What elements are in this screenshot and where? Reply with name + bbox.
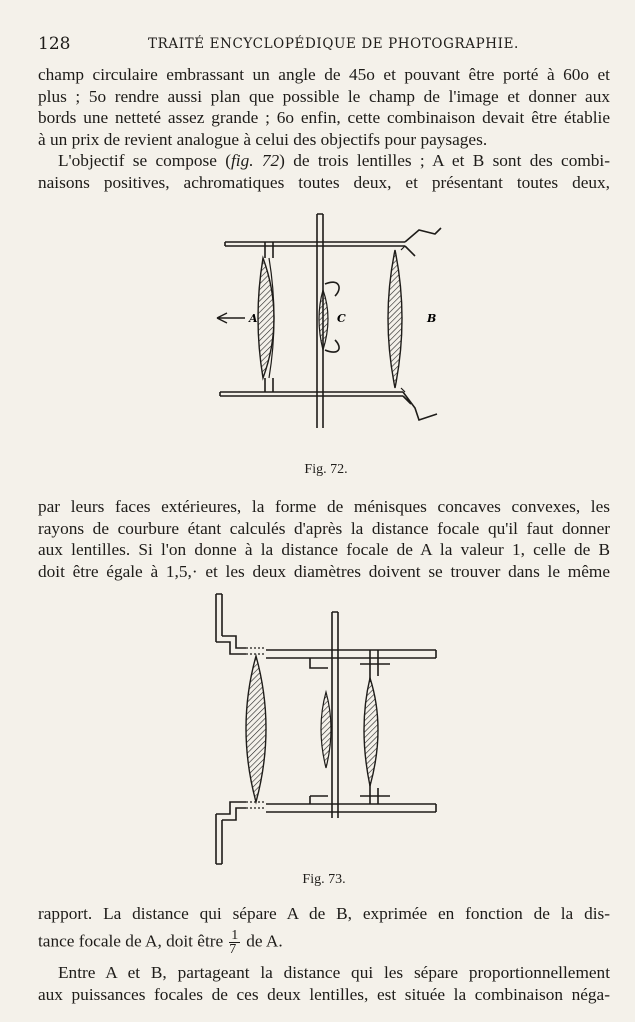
figure-73-diagram <box>210 592 440 867</box>
lens-center <box>321 692 331 768</box>
diaphragm-rod <box>332 612 338 818</box>
lens-c <box>319 290 328 350</box>
text-line <box>38 150 610 172</box>
lens-front <box>246 656 266 802</box>
text-line: plus ; 5o rendre aussi plan que possible le champ de l'image et donner aux <box>38 86 610 106</box>
fraction-numerator: 1 <box>231 927 239 943</box>
running-title: TRAITÉ ENCYCLOPÉDIQUE DE PHOTOGRAPHIE. <box>148 36 519 52</box>
lens-b <box>388 250 402 388</box>
figure-72-diagram <box>205 208 455 433</box>
text-line: par leurs faces extérieures, la forme de ménisques concaves convexes, les <box>38 497 610 516</box>
label-b: B <box>427 312 437 325</box>
text-run: de A. <box>246 930 283 950</box>
text-run: ) de trois lentilles ; A et B sont des combi- <box>279 151 610 170</box>
figure-73-caption: Fig. 73. <box>302 872 346 887</box>
arrow-a <box>217 313 245 323</box>
text-line: aux puissances focales de ces deux lentilles, est située la combinaison néga- <box>38 984 610 1004</box>
text-line <box>38 929 610 956</box>
text-run: L'objectif se compose ( <box>58 151 231 170</box>
text-line: champ circulaire embrassant un angle de 45o et pouvant être porté à 60o et <box>38 65 610 84</box>
fraction-denominator: 7 <box>229 941 237 957</box>
paragraph-4 <box>38 903 610 956</box>
tube-wall-bottom <box>220 392 403 396</box>
text-line: à un prix de revient analogue à celui des objectifs pour paysages. <box>38 129 488 149</box>
paragraph-1 <box>38 64 610 150</box>
text-line: rayons de courbure étant calculés d'après la distance focale qu'il faut donner <box>38 518 610 538</box>
fraction <box>229 929 240 956</box>
label-c: C <box>337 312 346 325</box>
lens-hood-top <box>216 594 246 654</box>
page-header <box>38 34 610 56</box>
lens-hood-bottom <box>216 802 246 864</box>
label-a: A <box>249 312 258 325</box>
page-number: 128 <box>38 34 71 54</box>
text-line: bords une netteté assez grande ; 6o enfin, cette combinaison devait être établie <box>38 108 610 127</box>
text-run: tance focale de A, doit être <box>38 930 224 950</box>
paragraph-2 <box>38 150 610 193</box>
figure-72-caption: Fig. 72. <box>304 462 348 477</box>
figure-reference: fig. 72 <box>230 151 280 170</box>
paragraph-3 <box>38 496 610 582</box>
lens-rear <box>364 678 378 786</box>
text-line: doit être égale à 1,5,· et les deux diamètres doivent se trouver dans le même <box>38 561 610 581</box>
text-line: rapport. La distance qui sépare A de B, exprimée en fonction de la dis- <box>38 904 610 923</box>
tube-wall-top <box>225 242 405 246</box>
paragraph-5 <box>38 962 610 1005</box>
text-line: aux lentilles. Si l'on donne à la distance focale de A la valeur 1, celle de B <box>38 540 610 559</box>
text-line: naisons positives, achromatiques toutes deux, et présentant toutes deux, <box>38 172 610 192</box>
text-line: Entre A et B, partageant la distance qui les sépare proportionnellement <box>58 963 610 982</box>
tube-wall-bottom <box>266 804 436 812</box>
tube-wall-top <box>266 650 436 658</box>
